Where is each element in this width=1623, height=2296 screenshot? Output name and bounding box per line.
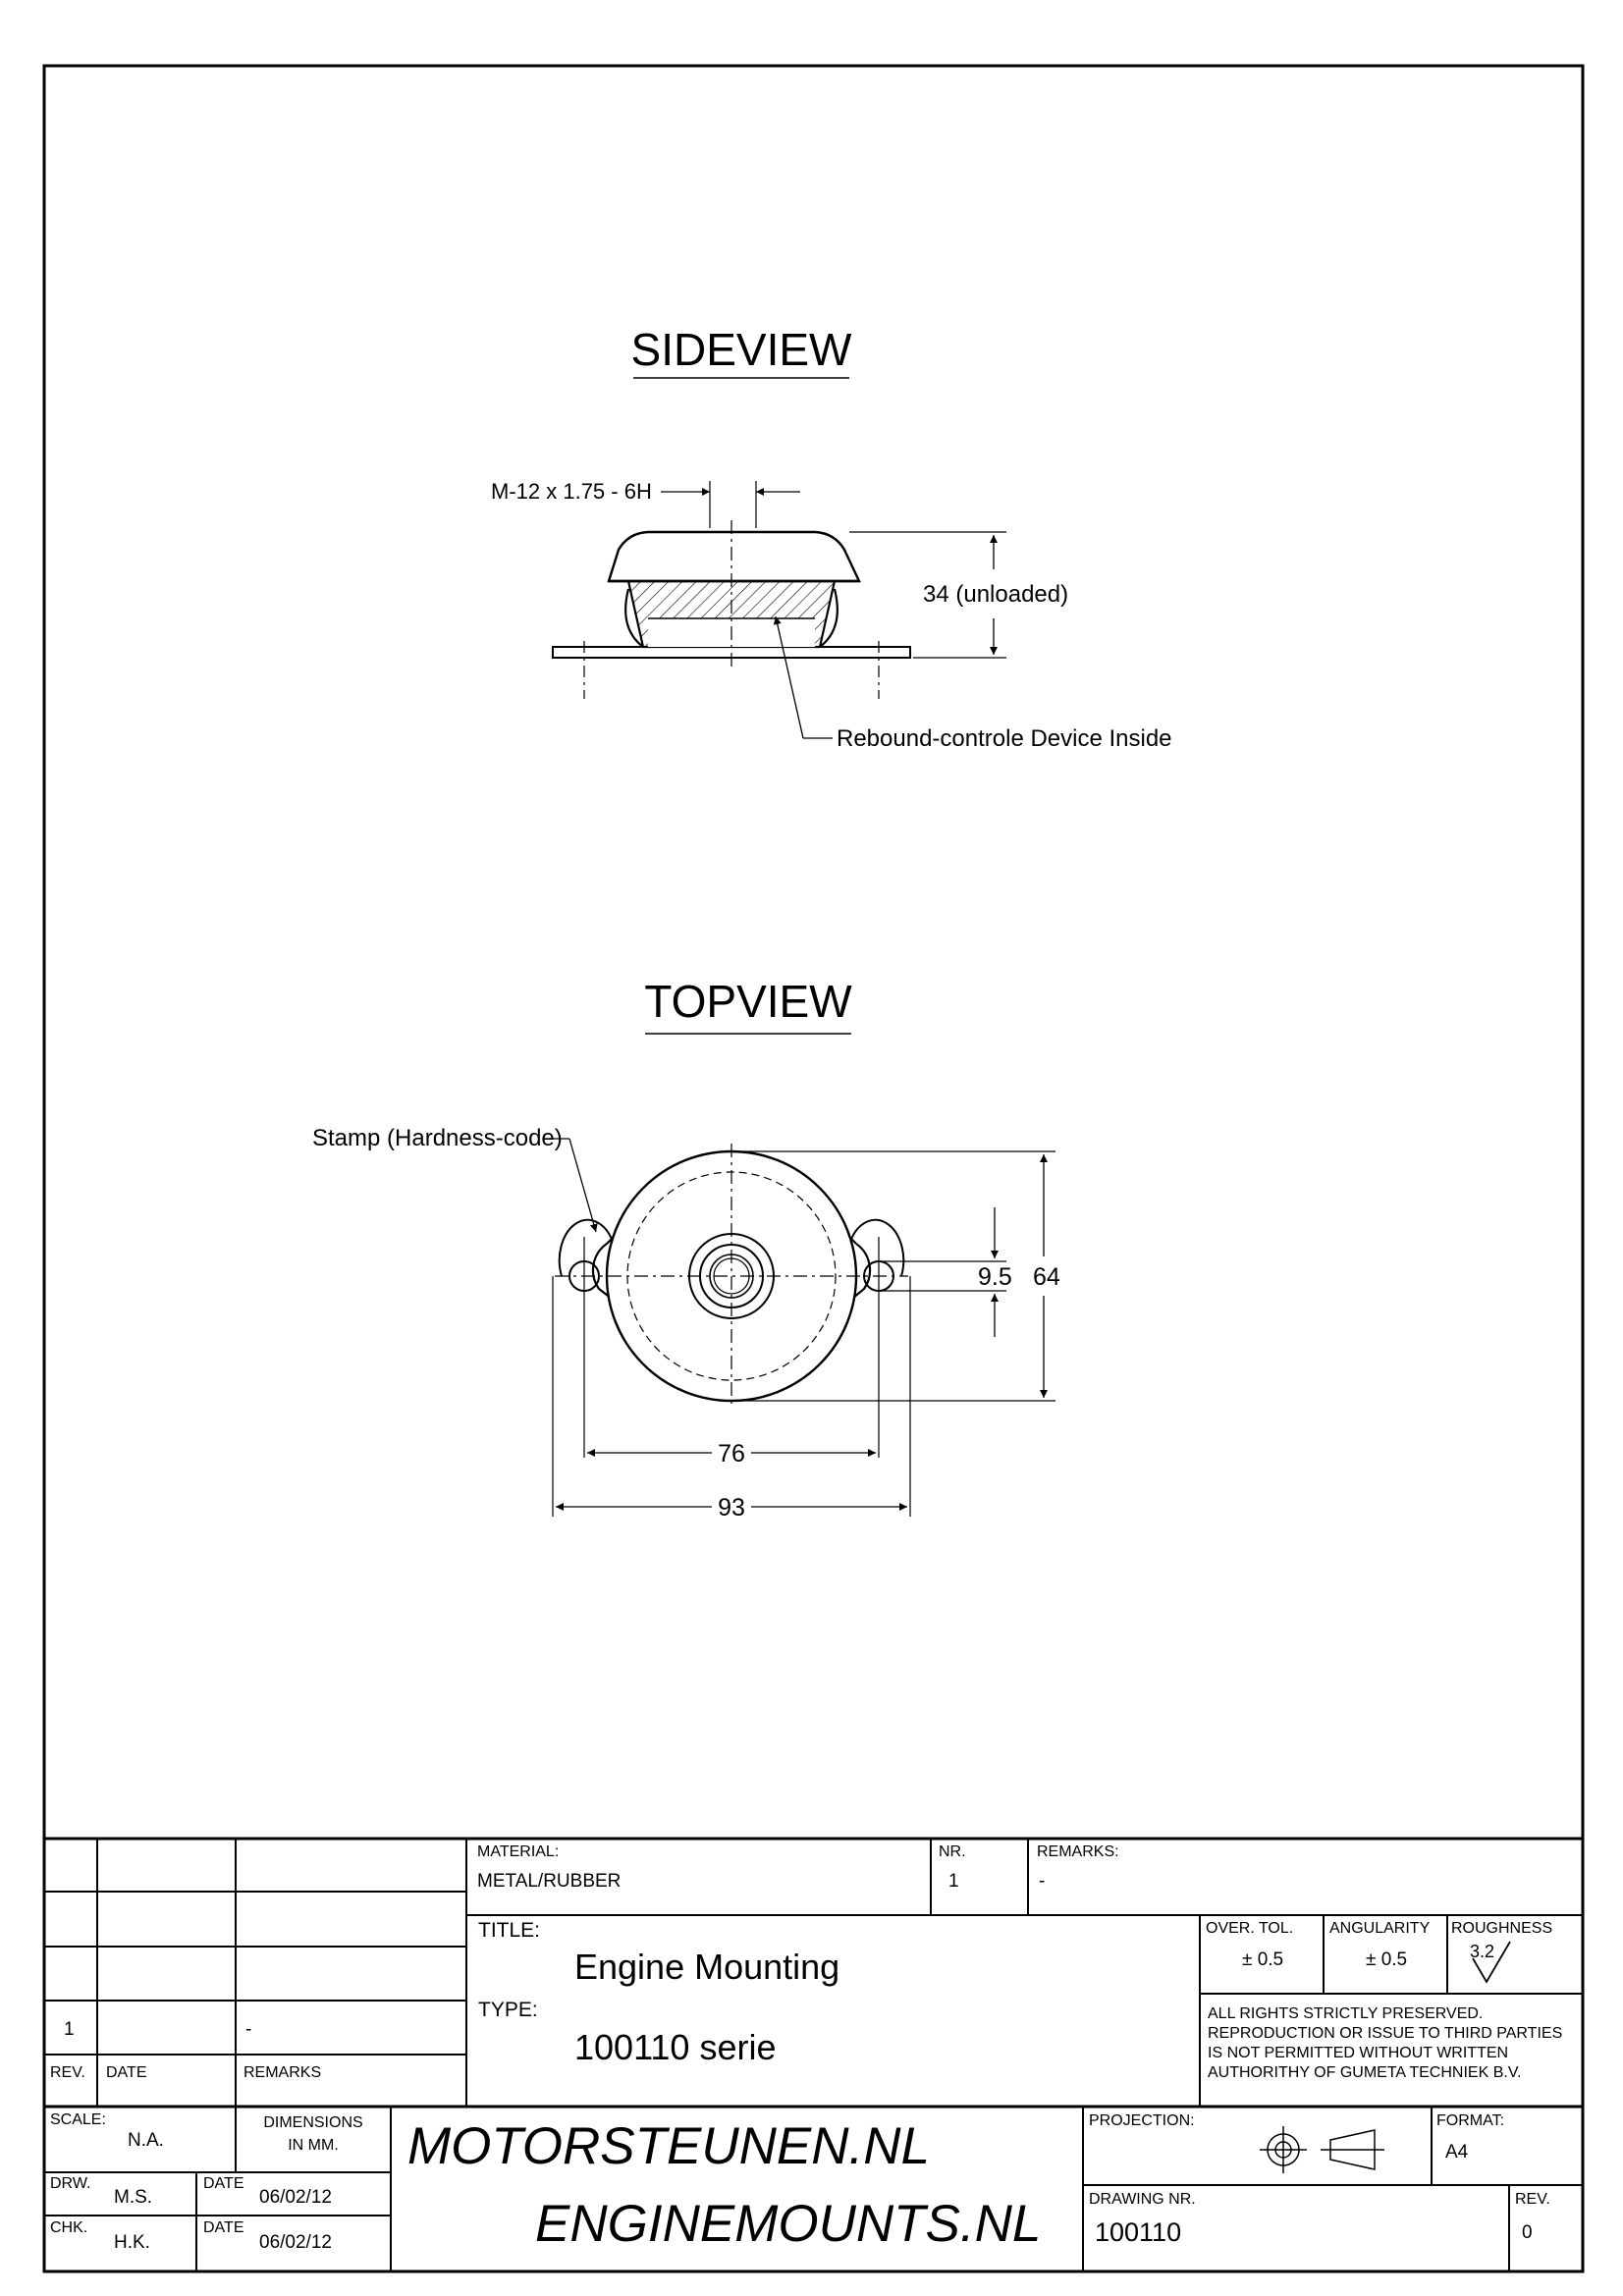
top-view-title: TOPVIEW	[644, 976, 852, 1027]
top-view	[312, 976, 1060, 1522]
rev-row-number: 1	[64, 2019, 75, 2040]
rev-row-remarks: -	[245, 2019, 252, 2040]
rights-line-1: ALL RIGHTS STRICTLY PRESERVED.	[1208, 2005, 1484, 2022]
nr-value: 1	[948, 1871, 959, 1892]
over-tol-value: ± 0.5	[1242, 1949, 1284, 1970]
date-header: DATE	[106, 2064, 147, 2081]
rights-line-4: AUTHORITHY OF GUMETA TECHNIEK B.V.	[1208, 2064, 1522, 2081]
angularity-value: ± 0.5	[1366, 1949, 1408, 1970]
dimensions-line-1: DIMENSIONS	[263, 2114, 363, 2131]
format-value: A4	[1445, 2142, 1469, 2163]
dim-height: 64	[1033, 1263, 1060, 1291]
dim-length: 93	[718, 1494, 745, 1522]
dimensions-line-2: IN MM.	[288, 2137, 339, 2154]
drw-date: 06/02/12	[259, 2187, 332, 2208]
height-label: 34 (unloaded)	[923, 581, 1069, 608]
drawing-nr-label: DRAWING NR.	[1089, 2191, 1196, 2208]
roughness-value: 3.2	[1470, 1942, 1495, 1961]
drawing-nr-value: 100110	[1095, 2217, 1182, 2247]
remarks-label: REMARKS:	[1037, 1843, 1119, 1860]
chk-date: 06/02/12	[259, 2232, 332, 2253]
top-cap	[609, 532, 859, 581]
material-value: METAL/RUBBER	[477, 1871, 622, 1892]
format-label: FORMAT:	[1436, 2112, 1505, 2129]
drw-value: M.S.	[114, 2187, 153, 2208]
side-view	[491, 324, 1172, 752]
type-value: 100110 serie	[574, 2027, 777, 2067]
chk-label: CHK.	[50, 2219, 88, 2236]
side-view-title: SIDEVIEW	[630, 324, 852, 375]
roughness-label: ROUGHNESS	[1451, 1920, 1553, 1937]
rev-header: REV.	[50, 2064, 85, 2081]
thread-label: M-12 x 1.75 - 6H	[491, 479, 652, 504]
stamp-label: Stamp (Hardness-code)	[312, 1125, 563, 1151]
chk-date-label: DATE	[203, 2219, 244, 2236]
title-label: TITLE:	[478, 1919, 541, 1942]
drw-label: DRW.	[50, 2175, 91, 2192]
remarks-value: -	[1039, 1871, 1046, 1892]
angularity-label: ANGULARITY	[1329, 1920, 1431, 1937]
type-label: TYPE:	[478, 1999, 538, 2021]
rebound-label: Rebound-controle Device Inside	[837, 725, 1172, 752]
remarks-header: REMARKS	[243, 2064, 322, 2081]
projection-symbol-icon	[1260, 2126, 1384, 2173]
nr-label: NR.	[939, 1843, 966, 1860]
brand-enginemounts: ENGINEMOUNTS.NL	[535, 2195, 1042, 2253]
projection-label: PROJECTION:	[1089, 2112, 1195, 2129]
rights-line-2: REPRODUCTION OR ISSUE TO THIRD PARTIES	[1208, 2025, 1563, 2042]
dim-bore: 9.5	[978, 1263, 1012, 1291]
rev-value: 0	[1522, 2222, 1533, 2243]
rev-label: REV.	[1515, 2191, 1550, 2208]
scale-label: SCALE:	[50, 2111, 106, 2128]
over-tol-label: OVER. TOL.	[1206, 1920, 1294, 1937]
rights-line-3: IS NOT PERMITTED WITHOUT WRITTEN	[1208, 2045, 1509, 2061]
chk-value: H.K.	[114, 2232, 150, 2253]
scale-value: N.A.	[128, 2130, 164, 2151]
drw-date-label: DATE	[203, 2175, 244, 2192]
brand-motorsteunen: MOTORSTEUNEN.NL	[407, 2117, 931, 2175]
drawing-frame	[44, 66, 1583, 2271]
title-value: Engine Mounting	[574, 1947, 840, 1987]
material-label: MATERIAL:	[477, 1843, 560, 1860]
dim-hole-spacing: 76	[718, 1440, 745, 1468]
